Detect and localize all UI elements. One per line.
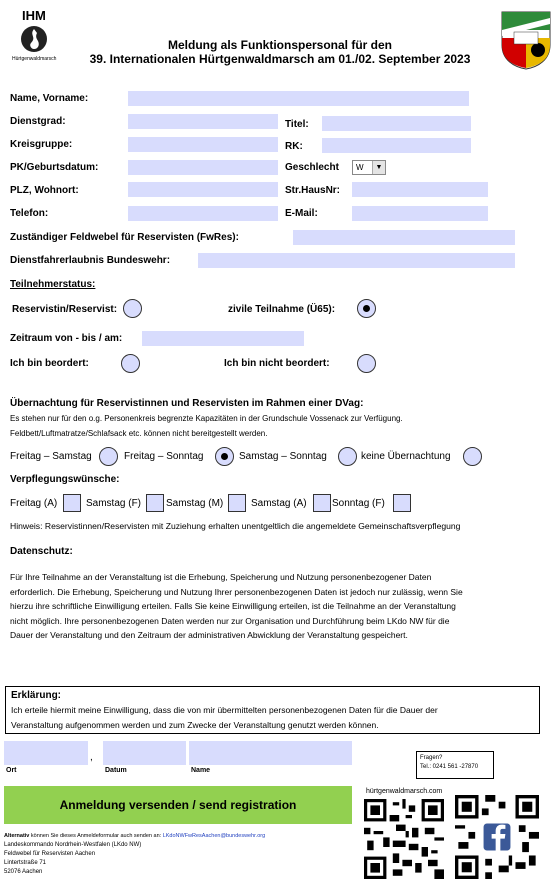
- footer-alt-line: [4, 833, 265, 839]
- chevron-down-icon[interactable]: ▼: [372, 161, 385, 174]
- overnight-text-2: Feldbett/Luftmatratze/Schlafsack etc. können nicht bereitgestellt werden.: [10, 429, 268, 438]
- kreisgruppe-label: Kreisgruppe:: [10, 139, 73, 150]
- pk-input[interactable]: [128, 160, 278, 175]
- datum-label: Datum: [105, 767, 127, 774]
- name-label: Name, Vorname:: [10, 93, 89, 104]
- footer-alt-mail[interactable]: LKdoNWFwResAachen@bundeswehr.org: [162, 833, 266, 839]
- dienstgrad-input[interactable]: [128, 114, 278, 129]
- email-input[interactable]: [352, 206, 488, 221]
- privacy-line-3: hierzu ihre schriftliche Einwilligung erteilen. Falls Sie keine Einwilligung erteilen, ist die Teilnahme an der Veranstaltung: [10, 601, 456, 611]
- nicht-beordert-radio[interactable]: [357, 354, 376, 373]
- overnight-opt3-label: Samstag – Sonntag: [239, 451, 327, 462]
- ort-input[interactable]: [4, 741, 88, 765]
- overnight-opt4-label: keine Übernachtung: [361, 451, 451, 462]
- rk-input[interactable]: [322, 138, 471, 153]
- meal-4-label: Samstag (A): [251, 498, 307, 509]
- overnight-opt1-radio[interactable]: [99, 447, 118, 466]
- declaration-box: [5, 686, 540, 734]
- footer-address-3: Lintertstraße 71: [4, 860, 47, 866]
- footer-address-4: 52076 Aachen: [4, 869, 43, 875]
- privacy-line-2: erforderlich. Die Erhebung, Speicherung und Nutzung Ihrer personenbezogenen Daten ist jedoch nur zulässig, wenn Sie: [10, 586, 463, 597]
- dfe-input[interactable]: [198, 253, 515, 268]
- kreisgruppe-input[interactable]: [128, 137, 278, 152]
- titel-label: Titel:: [285, 119, 309, 130]
- plz-label: PLZ, Wohnort:: [10, 185, 79, 196]
- declaration-heading: Erklärung:: [11, 690, 62, 701]
- str-input[interactable]: [352, 182, 488, 197]
- qr-code-website-icon[interactable]: [364, 799, 444, 879]
- zeitraum-label: Zeitraum von - bis / am:: [10, 333, 123, 344]
- footer-alt-bold: Alternativ: [4, 833, 30, 839]
- ihm-logo: [12, 8, 57, 68]
- fwres-label: Zuständiger Feldwebel für Reservisten (FwRes):: [10, 232, 239, 243]
- zivil-label: zivile Teilnahme (Ü65):: [228, 304, 336, 315]
- overnight-opt1-label: Freitag – Samstag: [10, 451, 92, 462]
- logo-caption: Hürtgenwaldmarsch: [12, 56, 57, 62]
- meal-1-checkbox[interactable]: [63, 494, 81, 512]
- reservist-radio[interactable]: [123, 299, 142, 318]
- footer-alt-text: können Sie dieses Anmeldeformular auch senden an:: [29, 833, 163, 839]
- geschlecht-label: Geschlecht: [285, 162, 339, 173]
- send-registration-label: Anmeldung versenden / send registration: [59, 798, 297, 812]
- website-label[interactable]: hürtgenwaldmarsch.com: [366, 788, 443, 795]
- page-title: [65, 38, 495, 66]
- meal-2-label: Samstag (F): [86, 498, 142, 509]
- geschlecht-value: W: [356, 163, 364, 172]
- send-registration-button[interactable]: [4, 786, 352, 824]
- meals-hint: Hinweis: Reservistinnen/Reservisten mit Zuziehung erhalten unentgeltlich die angemeldete Gemeinschaftsverpflegung: [10, 521, 461, 531]
- overnight-opt2-label: Freitag – Sonntag: [124, 451, 204, 462]
- reservist-label: Reservistin/Reservist:: [12, 304, 118, 315]
- signature-name-input[interactable]: [189, 741, 352, 765]
- rk-label: RK:: [285, 141, 303, 152]
- questions-phone: Tel.: 0241 561 -27870: [420, 764, 479, 770]
- sign-comma: ,: [90, 752, 93, 763]
- titel-input[interactable]: [322, 116, 471, 131]
- zivil-radio[interactable]: [357, 299, 376, 318]
- dfe-label: Dienstfahrerlaubnis Bundeswehr:: [10, 255, 171, 266]
- logo-text: IHM: [22, 8, 46, 23]
- meals-heading: Verpflegungswünsche:: [10, 474, 120, 485]
- privacy-text: [10, 570, 534, 643]
- beordert-radio[interactable]: [121, 354, 140, 373]
- name-input[interactable]: [128, 91, 469, 106]
- title-line-1: Meldung als Funktionspersonal für den: [167, 38, 392, 52]
- overnight-opt4-radio[interactable]: [463, 447, 482, 466]
- privacy-line-4: nicht möglich. Ihre personenbezogenen Daten werden nur zur Organisation und Durchführung beim LKdo NW für die: [10, 615, 450, 626]
- pk-label: PK/Geburtsdatum:: [10, 162, 99, 173]
- geschlecht-select[interactable]: [352, 160, 386, 175]
- meal-2-checkbox[interactable]: [146, 494, 164, 512]
- overnight-opt3-radio[interactable]: [338, 447, 357, 466]
- email-label: E-Mail:: [285, 208, 318, 219]
- overnight-opt2-radio[interactable]: [215, 447, 234, 466]
- privacy-line-1: Für Ihre Teilnahme an der Veranstaltung ist die Erhebung, Speicherung und Nutzung personenbezogener Daten: [10, 572, 432, 582]
- overnight-heading: Übernachtung für Reservistinnen und Reservisten im Rahmen einer DVag:: [10, 398, 364, 409]
- meal-5-checkbox[interactable]: [393, 494, 411, 512]
- beordert-label: Ich bin beordert:: [10, 358, 89, 369]
- str-label: Str.HausNr:: [285, 185, 341, 196]
- meal-5-label: Sonntag (F): [332, 498, 385, 509]
- footer-address-1: Landeskommando Nordrhein-Westfalen (LKdo NW): [4, 842, 142, 848]
- questions-box: [416, 751, 494, 779]
- telefon-label: Telefon:: [10, 208, 49, 219]
- ort-label: Ort: [6, 767, 17, 774]
- privacy-heading: Datenschutz:: [10, 546, 73, 557]
- meal-3-checkbox[interactable]: [228, 494, 246, 512]
- title-line-2: 39. Internationalen Hürtgenwaldmarsch am 01./02. September 2023: [89, 52, 471, 66]
- zeitraum-input[interactable]: [142, 331, 304, 346]
- meal-4-checkbox[interactable]: [313, 494, 331, 512]
- nrw-coat-of-arms-icon: [500, 10, 552, 70]
- footer-address-2: Feldwebel für Reservisten Aachen: [4, 851, 96, 857]
- meal-1-label: Freitag (A): [10, 498, 58, 509]
- datum-input[interactable]: [103, 741, 186, 765]
- flame-icon: [19, 25, 49, 53]
- privacy-line-5: Dauer der Veranstaltung und den Zeitraum der administrativen Abwicklung der Veranstaltung gespeichert.: [10, 630, 408, 640]
- overnight-text-1: Es stehen nur für den o.g. Personenkreis begrenzte Kapazitäten in der Grundschule Vossenack zur Verfügung.: [10, 414, 403, 423]
- fwres-input[interactable]: [293, 230, 515, 245]
- nicht-beordert-label: Ich bin nicht beordert:: [224, 358, 330, 369]
- plz-input[interactable]: [128, 182, 278, 197]
- declaration-line-2: Veranstaltung aufgenommen werden und zum Zwecke der Veranstaltung genutzt werden können.: [11, 720, 379, 730]
- name-sign-label: Name: [191, 767, 211, 774]
- meal-3-label: Samstag (M): [166, 498, 224, 509]
- declaration-line-1: Ich erteile hiermit meine Einwilligung, dass die von mir übermittelten personenbezogenen Daten für die Dauer der: [11, 705, 438, 715]
- dienstgrad-label: Dienstgrad:: [10, 116, 66, 127]
- telefon-input[interactable]: [128, 206, 278, 221]
- status-heading: Teilnehmerstatus:: [10, 279, 96, 290]
- questions-label: Fragen?: [420, 755, 443, 761]
- qr-code-facebook-icon[interactable]: [455, 795, 539, 879]
